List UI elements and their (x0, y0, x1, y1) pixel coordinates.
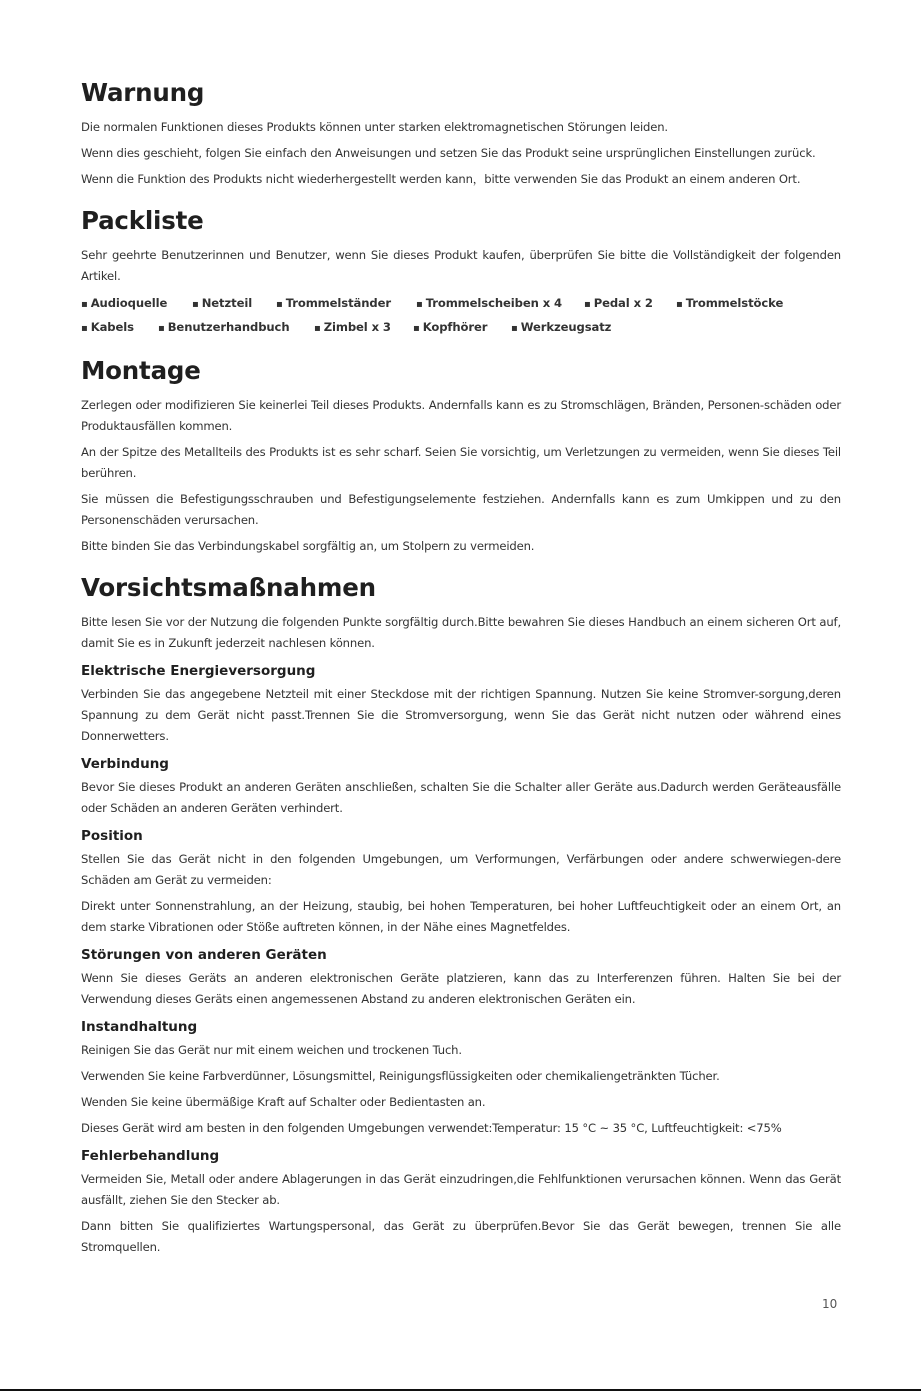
subsection-stoerungen (81, 946, 841, 1010)
position-text: Direkt unter Sonnenstrahlung, an der Heizung, staubig, bei hohen Temperaturen, bei hoher Luftfeuchtigkeit oder an einem Ort, an dem starke Vibrationen oder Stöße auftreten können, in der Nähe eines Magnetfeldes. (81, 899, 841, 934)
subheading-instandhaltung: Instandhaltung (81, 1019, 198, 1035)
instandhaltung-line: Verwenden Sie keine Farbverdünner, Lösungsmittel, Reinigungsflüssigkeiten oder chemikaliengetränkten Tücher. (81, 1069, 720, 1083)
subheading-fehlerbehandlung: Fehlerbehandlung (81, 1148, 220, 1164)
subsection-energie (81, 662, 841, 747)
instandhaltung-line: Reinigen Sie das Gerät nur mit einem weichen und trockenen Tuch. (81, 1043, 462, 1057)
list-item: ▪ Benutzerhandbuch (158, 316, 314, 340)
bottom-divider (0, 1389, 921, 1391)
list-item: ▪ Zimbel x 3 (314, 316, 413, 340)
list-item: ▪ Audioquelle (81, 292, 192, 316)
manual-page (81, 78, 841, 1274)
list-item: ▪ Pedal x 2 (584, 292, 676, 316)
section-vorsicht (81, 573, 841, 1258)
list-item: ▪ Netzteil (192, 292, 276, 316)
montage-paragraph: An der Spitze des Metallteils des Produkts ist es sehr scharf. Seien Sie vorsichtig, um Verletzungen zu vermeiden, wenn Sie dieses Teil berühren. (81, 445, 841, 480)
list-item: ▪ Werkzeugsatz (511, 316, 611, 340)
energie-text: Verbinden Sie das angegebene Netzteil mit einer Steckdose mit der richtigen Spannung. Nutzen Sie keine Stromver-sorgung,deren Spannung zu dem Gerät nicht passt.Trennen Sie die Stromversorgung, wenn Sie das Gerät nicht nutzen oder während eines Donnerwetters. (81, 687, 841, 743)
heading-packliste: Packliste (81, 206, 204, 235)
section-montage (81, 356, 841, 557)
verbindung-text: Bevor Sie dieses Produkt an anderen Geräten anschließen, schalten Sie die Schalter aller Geräte aus.Dadurch werden Geräteausfälle oder Schäden an anderen Geräten verhindert. (81, 780, 841, 815)
list-item: ▪ Trommelscheiben x 4 (416, 292, 584, 316)
list-item: ▪ Trommelstöcke (676, 292, 783, 316)
subsection-verbindung (81, 755, 841, 819)
list-item: ▪ Trommelständer (276, 292, 416, 316)
heading-montage: Montage (81, 356, 201, 385)
packliste-intro: Sehr geehrte Benutzerinnen und Benutzer, wenn Sie dieses Produkt kaufen, überprüfen Sie bitte die Vollständigkeit der folgenden Artikel. (81, 248, 841, 283)
fehler-text: Dann bitten Sie qualifiziertes Wartungspersonal, das Gerät zu überprüfen.Bevor Sie das Gerät bewegen, trennen Sie alle Stromquellen. (81, 1219, 841, 1254)
montage-paragraph: Sie müssen die Befestigungsschrauben und Befestigungselemente festziehen. Andernfalls kann es zum Umkippen und zu den Personenschäden verursachen. (81, 492, 841, 527)
vorsicht-intro: Bitte lesen Sie vor der Nutzung die folgenden Punkte sorgfältig durch.Bitte bewahren Sie dieses Handbuch an einem sicheren Ort auf, damit Sie es in Zukunft jederzeit nachlesen können. (81, 615, 841, 650)
instandhaltung-line: Dieses Gerät wird am besten in den folgenden Umgebungen verwendet:Temperatur: 15 °C ~ 35 °C, Luftfeuchtigkeit: <75% (81, 1121, 782, 1135)
subsection-position (81, 827, 841, 938)
montage-paragraph: Zerlegen oder modifizieren Sie keinerlei Teil dieses Produkts. Andernfalls kann es zu Stromschlägen, Bränden, Personen-schäden oder Produktausfällen kommen. (81, 398, 841, 433)
subsection-fehlerbehandlung (81, 1147, 841, 1258)
stoerungen-text: Wenn Sie dieses Geräts an anderen elektronischen Geräte platzieren, kann das zu Interferenzen führen. Halten Sie bei der Verwendung dieses Geräts einen angemessenen Abstand zu anderen elektronischen Geräten ein. (81, 971, 841, 1006)
subheading-stoerungen: Störungen von anderen Geräten (81, 947, 327, 963)
warnung-paragraph: Wenn die Funktion des Produkts nicht wiederhergestellt werden kann，bitte verwenden Sie das Produkt an einem anderen Ort. (81, 172, 801, 186)
heading-vorsicht: Vorsichtsmaßnahmen (81, 573, 376, 602)
fehler-text: Vermeiden Sie, Metall oder andere Ablagerungen in das Gerät einzudringen,die Fehlfunktionen verursachen können. Wenn das Gerät ausfällt, ziehen Sie den Stecker ab. (81, 1172, 841, 1207)
subheading-position: Position (81, 828, 143, 844)
list-item: ▪ Kopfhörer (413, 316, 511, 340)
packliste-row (81, 292, 841, 316)
instandhaltung-line: Wenden Sie keine übermäßige Kraft auf Schalter oder Bedientasten an. (81, 1095, 486, 1109)
warnung-paragraph: Wenn dies geschieht, folgen Sie einfach den Anweisungen und setzen Sie das Produkt seine ursprünglichen Einstellungen zurück. (81, 146, 816, 160)
subsection-instandhaltung (81, 1018, 841, 1139)
page-number: 10 (822, 1297, 838, 1311)
packliste-row (81, 316, 841, 340)
warnung-paragraph: Die normalen Funktionen dieses Produkts können unter starken elektromagnetischen Störungen leiden. (81, 120, 668, 134)
montage-paragraph: Bitte binden Sie das Verbindungskabel sorgfältig an, um Stolpern zu vermeiden. (81, 539, 535, 553)
list-item: ▪ Kabels (81, 316, 158, 340)
subheading-verbindung: Verbindung (81, 756, 169, 772)
section-warnung (81, 78, 841, 190)
position-text: Stellen Sie das Gerät nicht in den folgenden Umgebungen, um Verformungen, Verfärbungen oder andere schwerwiegen-dere Schäden am Gerät zu vermeiden: (81, 852, 841, 887)
section-packliste (81, 206, 841, 340)
heading-warnung: Warnung (81, 78, 205, 107)
subheading-energie: Elektrische Energieversorgung (81, 663, 316, 679)
